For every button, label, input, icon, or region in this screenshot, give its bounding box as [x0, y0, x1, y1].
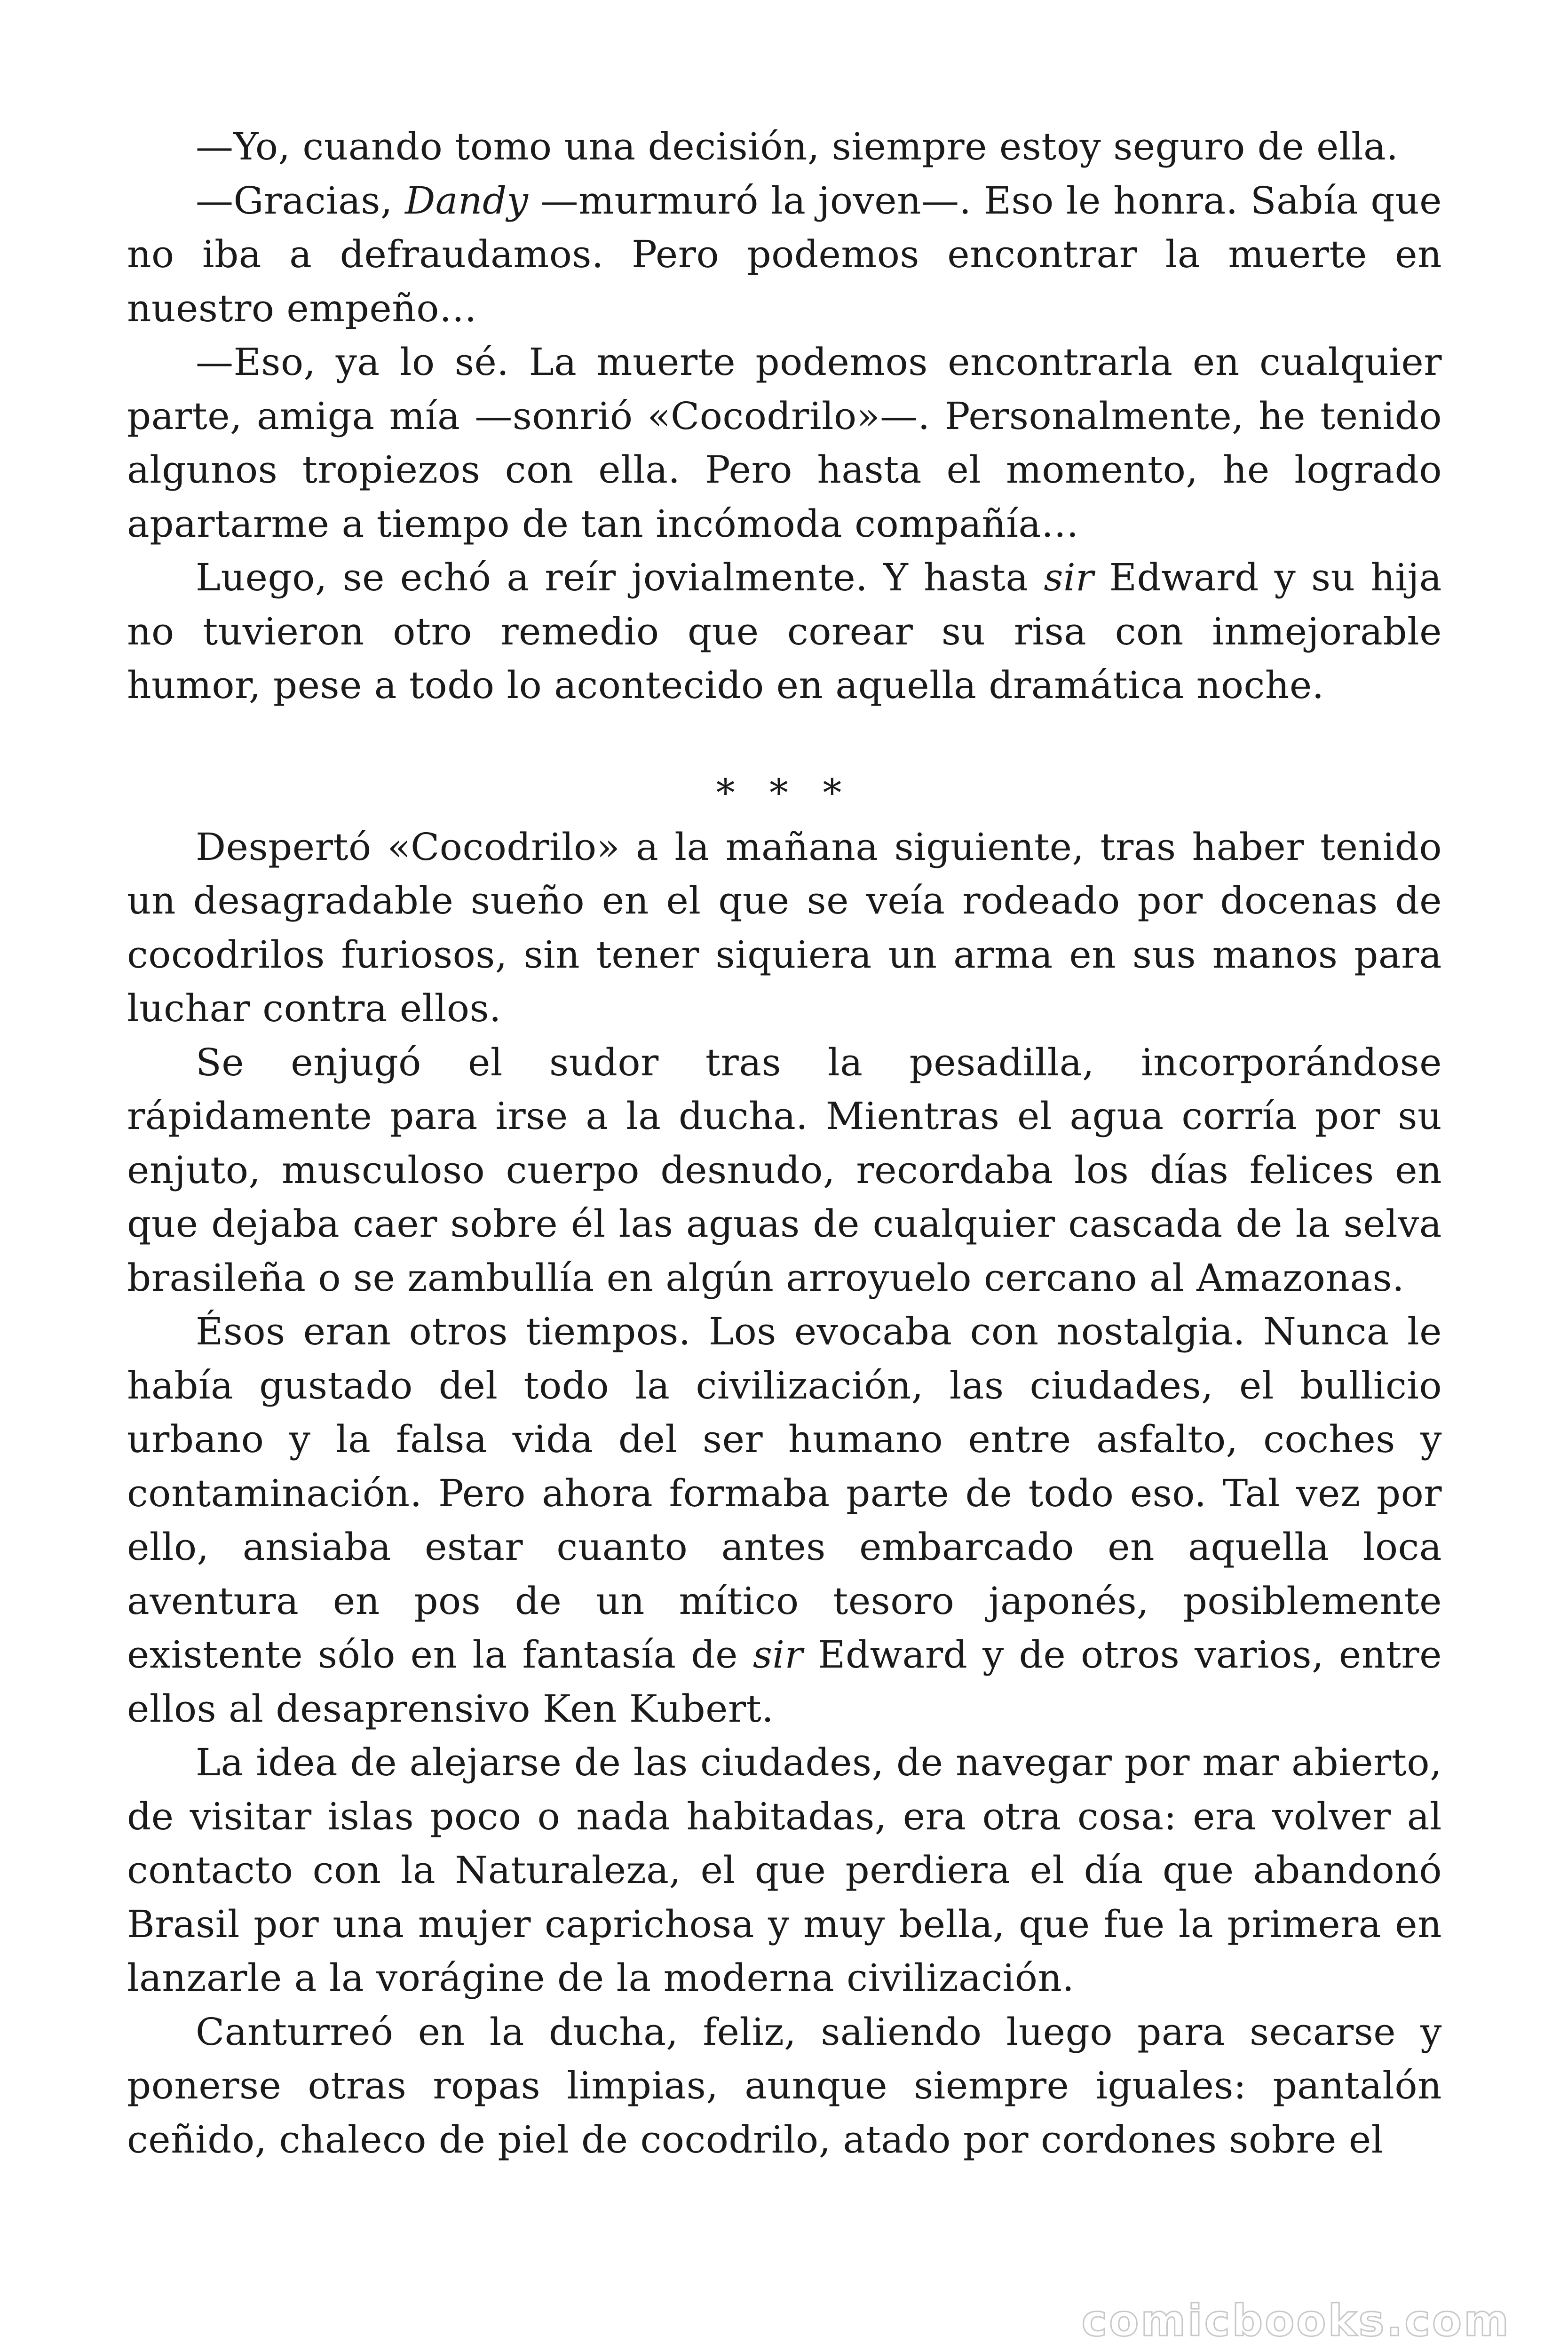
scene-break: [127, 713, 1442, 820]
paragraph: [127, 1736, 1442, 2005]
paragraph-text: Luego, se echó a reír jovialmente. Y hasta: [196, 556, 1044, 599]
paragraph-text: Edward y su hija no tuvieron otro remedio que corear su risa con inmejorable humor, pese a todo lo acontecido en aquella dramática noche.: [127, 556, 1442, 707]
text-block-top: [127, 120, 1442, 713]
paragraph: [127, 335, 1442, 551]
paragraph: [127, 1036, 1442, 1305]
italic-text: sir: [1044, 556, 1094, 599]
watermark-logo: comicbooks.com: [1081, 2296, 1511, 2346]
paragraph-text: Canturreó en la ducha, feliz, saliendo luego para secarse y ponerse otras ropas limpias, aunque siempre iguales: pantalón ceñido, chaleco de piel de cocodrilo, atado por cordones sobre el: [127, 2010, 1442, 2161]
paragraph-text: —Gracias,: [196, 178, 405, 222]
separator-asterisks: * * *: [716, 771, 853, 815]
paragraph-text: La idea de alejarse de las ciudades, de navegar por mar abierto, de visitar islas poco o nada habitadas, era otra cosa: era volver al contacto con la Naturaleza, el que perdiera el día que abandonó Brasil por una mujer caprichosa y muy bella, que fue la primera en lanzarle a la vorágine de la moderna civilización.: [127, 1740, 1442, 2000]
paragraph-text: Se enjugó el sudor tras la pesadilla, incorporándose rápidamente para irse a la ducha. Mientras el agua corría por su enjuto, musculoso cuerpo desnudo, recordaba los días felices en que dejaba caer sobre él las aguas de cualquier cascada de la selva brasileña o se zambullía en algún arroyuelo cercano al Amazonas.: [127, 1040, 1442, 1300]
paragraph-text: —murmuró la joven—. Eso le honra. Sabía que no iba a defraudamos. Pero podemos encontrar la muerte en nuestro empeño…: [127, 178, 1442, 330]
paragraph: [127, 551, 1442, 713]
italic-text: Dandy: [405, 178, 529, 222]
italic-text: sir: [752, 1633, 803, 1677]
paragraph-text: —Eso, ya lo sé. La muerte podemos encontrarla en cualquier parte, amiga mía —sonrió «Cocodrilo»—. Personalmente, he tenido algunos tropiezos con ella. Pero hasta el momento, he logrado apartarme a tiempo de tan incómoda compañía…: [127, 340, 1442, 546]
paragraph: [127, 820, 1442, 1036]
text-block-bottom: [127, 820, 1442, 2167]
paragraph: [127, 1305, 1442, 1736]
paragraph-text: Edward y de otros varios, entre ellos al desaprensivo Ken Kubert.: [127, 1633, 1442, 1731]
paragraph: [127, 2005, 1442, 2167]
paragraph-text: —Yo, cuando tomo una decisión, siempre estoy seguro de ella.: [196, 125, 1399, 168]
paragraph: [127, 174, 1442, 336]
paragraph-text: Ésos eran otros tiempos. Los evocaba con nostalgia. Nunca le había gustado del todo la civilización, las ciudades, el bullicio urbano y la falsa vida del ser humano entre asfalto, coches y contaminación. Pero ahora formaba parte de todo eso. Tal vez por ello, ansiaba estar cuanto antes embarcado en aquella loca aventura en pos de un mítico tesoro japonés, posiblemente existente sólo en la fantasía de: [127, 1310, 1442, 1677]
paragraph-text: Despertó «Cocodrilo» a la mañana siguiente, tras haber tenido un desagradable sueño en el que se veía rodeado por docenas de cocodrilos furiosos, sin tener siquiera un arma en sus manos para luchar contra ellos.: [127, 825, 1442, 1030]
page-body: [127, 120, 1442, 2167]
paragraph: [127, 120, 1442, 174]
